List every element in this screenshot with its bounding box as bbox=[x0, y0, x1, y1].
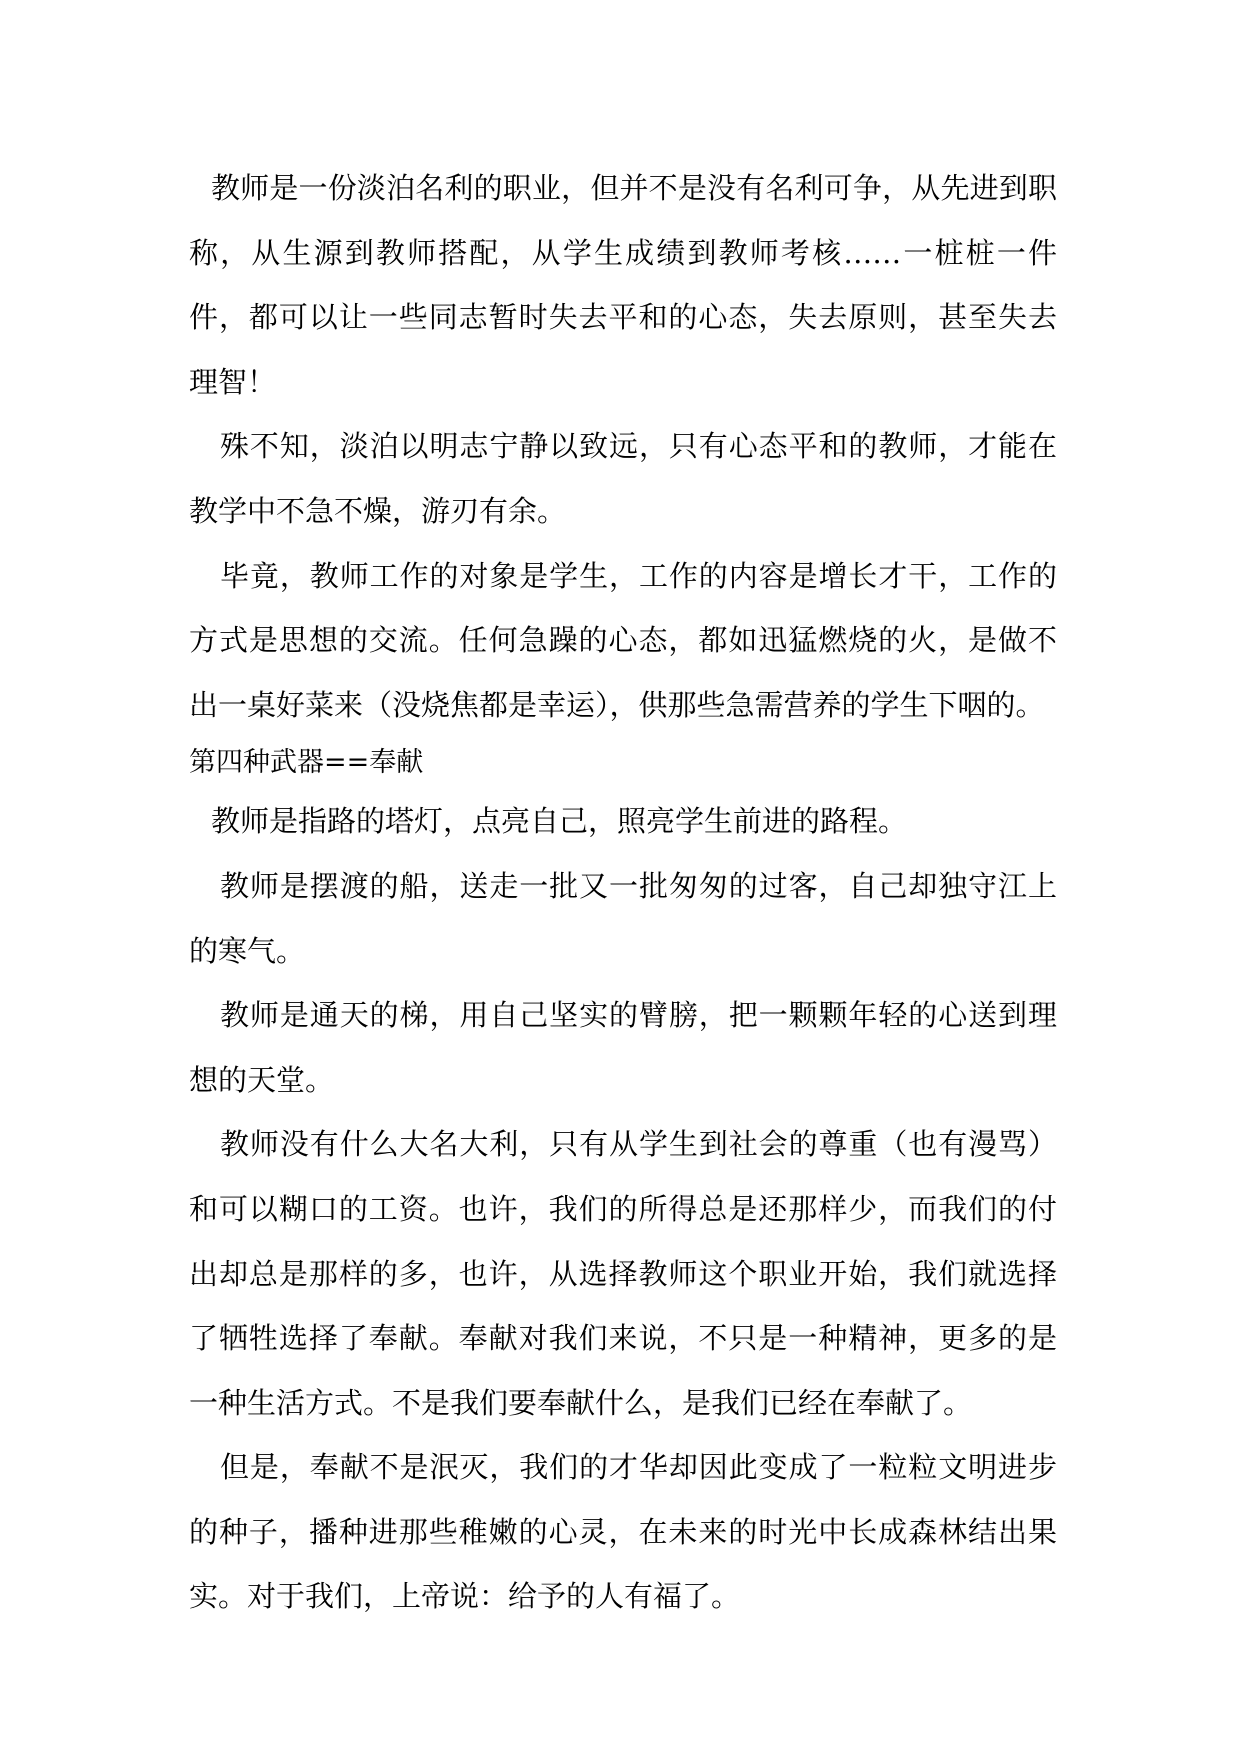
paragraph-dedication: 教师没有什么大名大利，只有从学生到社会的尊重（也有漫骂）和可以糊口的工资。也许，我们的所得总是还那样少，而我们的付出却总是那样的多，也许，从选择教师这个职业开始，我们就选择了牺牲选择了奉献。奉献对我们来说，不只是一种精神，更多的是一种生活方式。不是我们要奉献什么，是我们已经在奉献了。 bbox=[189, 1127, 1057, 1420]
paragraph-impatience: 毕竟，教师工作的对象是学生，工作的内容是增长才干，工作的方式是思想的交流。任何急躁的心态，都如迅猛燃烧的火，是做不出一桌好菜来（没烧焦都是幸运），供那些急需营养的学生下咽的。 bbox=[189, 558, 1057, 722]
document-body bbox=[189, 156, 1057, 1629]
paragraph-ladder: 教师是通天的梯，用自己坚实的臂膀，把一颗颗年轻的心送到理想的天堂。 bbox=[189, 998, 1057, 1097]
section-heading: 第四种武器==奉献 bbox=[189, 747, 424, 779]
paragraph-fame-and-profit: 教师是一份淡泊名利的职业，但并不是没有名利可争，从先进到职称，从生源到教师搭配，从学生成绩到教师考核……一桩桩一件件，都可以让一些同志暂时失去平和的心态，失去原则，甚至失去理智！ bbox=[189, 171, 1057, 399]
paragraph-seeds: 但是，奉献不是泯灭，我们的才华却因此变成了一粒粒文明进步的种子，播种进那些稚嫩的心灵，在未来的时光中长成森林结出果实。对于我们，上帝说：给予的人有福了。 bbox=[189, 1450, 1057, 1614]
paragraph-calm-mind: 殊不知，淡泊以明志宁静以致远，只有心态平和的教师，才能在教学中不急不燥，游刃有余。 bbox=[189, 429, 1057, 528]
paragraph-ferry: 教师是摆渡的船，送走一批又一批匆匆的过客，自己却独守江上的寒气。 bbox=[189, 868, 1057, 968]
paragraph-lighthouse: 教师是指路的塔灯，点亮自己，照亮学生前进的路程。 bbox=[211, 804, 908, 839]
